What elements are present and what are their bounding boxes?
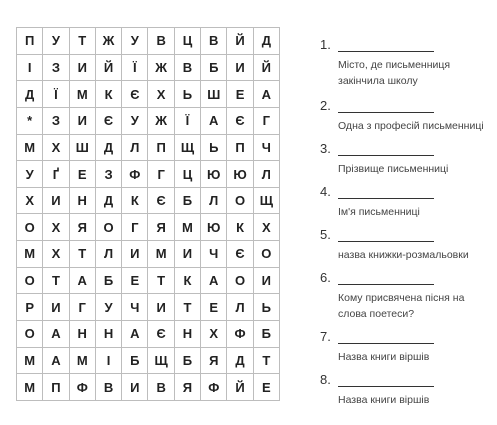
grid-cell[interactable]: О [227,268,253,295]
grid-cell[interactable]: Х [43,135,69,162]
grid-cell[interactable]: Е [201,294,227,321]
grid-cell[interactable]: Є [227,108,253,135]
grid-cell[interactable]: Є [122,81,148,108]
question-item [320,328,490,365]
answer-blank[interactable] [338,374,434,387]
grid-cell[interactable]: Щ [254,188,280,215]
question-text: Кому присвячена пісня на слова поетеси? [338,292,465,320]
grid-cell[interactable]: М [17,135,43,162]
grid-cell[interactable]: Б [175,348,201,375]
grid-cell[interactable]: В [96,374,122,401]
grid-cell[interactable]: Т [70,241,96,268]
grid-cell[interactable]: Т [43,268,69,295]
grid-cell[interactable]: Й [96,55,122,82]
question-answer-row [320,371,490,387]
grid-cell[interactable]: Ю [201,161,227,188]
grid-cell[interactable]: Д [96,135,122,162]
grid-cell[interactable]: Е [227,81,253,108]
question-number: 5. [320,227,331,242]
grid-cell[interactable]: И [254,268,280,295]
grid-cell[interactable]: Б [96,268,122,295]
grid-cell[interactable]: Є [96,108,122,135]
grid-cell[interactable]: К [122,188,148,215]
grid-cell[interactable]: Т [70,28,96,55]
grid-cell[interactable]: Є [148,188,174,215]
grid-cell[interactable]: О [96,214,122,241]
grid-cell[interactable]: Н [96,321,122,348]
grid-cell[interactable]: Г [148,161,174,188]
grid-cell[interactable]: А [43,321,69,348]
grid-cell[interactable]: Ш [201,81,227,108]
grid-cell[interactable]: Б [122,348,148,375]
question-text: Назва книги віршів [338,351,430,363]
grid-cell[interactable]: Т [254,348,280,375]
grid-cell[interactable]: Л [96,241,122,268]
grid-cell[interactable]: Ч [201,241,227,268]
answer-blank[interactable] [338,331,434,344]
grid-cell[interactable]: О [254,241,280,268]
grid-cell[interactable]: П [227,135,253,162]
grid-cell[interactable]: А [201,108,227,135]
grid-cell[interactable]: Д [17,81,43,108]
question-answer-row [320,97,490,113]
grid-cell[interactable]: И [122,374,148,401]
grid-cell[interactable]: Ф [227,321,253,348]
grid-cell[interactable]: К [175,268,201,295]
grid-cell[interactable]: Г [122,214,148,241]
grid-cell[interactable]: Ц [175,161,201,188]
grid-cell[interactable]: У [17,161,43,188]
question-number: 3. [320,141,331,156]
grid-cell[interactable]: М [17,348,43,375]
grid-cell[interactable]: Я [201,348,227,375]
grid-cell[interactable]: Й [227,28,253,55]
question-text: назва книжки-розмальовки [338,249,469,261]
grid-cell[interactable]: І [96,348,122,375]
grid-cell[interactable]: Х [43,214,69,241]
grid-cell[interactable]: Е [122,268,148,295]
answer-blank[interactable] [338,272,434,285]
grid-cell[interactable]: И [70,55,96,82]
grid-cell[interactable]: П [43,374,69,401]
question-text: Прізвище письменниці [338,163,449,175]
grid-cell[interactable]: Ж [148,108,174,135]
grid-cell[interactable]: И [70,108,96,135]
word-search-grid [16,27,280,401]
grid-cell[interactable]: Ч [254,135,280,162]
grid-cell[interactable]: А [254,81,280,108]
grid-cell[interactable]: Е [70,161,96,188]
grid-cell[interactable]: Ю [227,161,253,188]
question-text: Одна з професій письменниці [338,120,484,132]
grid-cell[interactable]: Г [70,294,96,321]
grid-cell[interactable]: Д [254,28,280,55]
grid-cell[interactable]: А [43,348,69,375]
grid-cell[interactable]: Т [175,294,201,321]
grid-cell[interactable]: А [201,268,227,295]
grid-cell[interactable]: Х [201,321,227,348]
question-item [320,36,490,89]
grid-cell[interactable]: Ф [70,374,96,401]
grid-cell[interactable]: Ь [254,294,280,321]
question-item [320,140,490,177]
grid-cell[interactable]: Ш [70,135,96,162]
grid-cell[interactable]: И [227,55,253,82]
grid-cell[interactable]: М [175,214,201,241]
grid-cell[interactable]: Ф [201,374,227,401]
grid-cell[interactable]: В [201,28,227,55]
grid-cell[interactable]: Й [227,374,253,401]
grid-cell[interactable]: Є [148,321,174,348]
grid-cell[interactable]: И [175,241,201,268]
grid-cell[interactable]: М [17,241,43,268]
question-text: Назва книги віршів [338,394,430,406]
grid-cell[interactable]: Ї [43,81,69,108]
grid-cell[interactable]: Ь [175,81,201,108]
grid-cell[interactable]: Щ [175,135,201,162]
answer-blank[interactable] [338,229,434,242]
grid-cell[interactable]: Ц [175,28,201,55]
grid-cell[interactable]: Г [254,108,280,135]
grid-cell[interactable]: Е [254,374,280,401]
grid-cell[interactable]: А [122,321,148,348]
grid-cell[interactable]: П [17,28,43,55]
question-answer-row [320,36,490,52]
grid-cell[interactable]: К [96,81,122,108]
question-item [320,226,490,263]
grid-cell[interactable]: А [70,268,96,295]
question-text: Ім'я письменниці [338,206,420,218]
grid-cell[interactable]: У [43,28,69,55]
question-number: 2. [320,98,331,113]
grid-cell[interactable]: Б [175,188,201,215]
grid-cell[interactable]: І [17,55,43,82]
grid-cell[interactable]: И [122,241,148,268]
grid-cell[interactable]: Х [148,81,174,108]
grid-cell[interactable]: Б [201,55,227,82]
grid-cell[interactable]: Я [70,214,96,241]
question-item [320,97,490,134]
grid-cell[interactable]: Р [17,294,43,321]
question-number: 1. [320,37,331,52]
grid-cell[interactable]: Ж [96,28,122,55]
grid-cell[interactable]: И [43,294,69,321]
grid-cell[interactable]: Ч [122,294,148,321]
grid-cell[interactable]: У [122,28,148,55]
question-answer-row [320,183,490,199]
grid-cell[interactable]: М [148,241,174,268]
grid-cell[interactable]: М [70,348,96,375]
grid-cell[interactable]: З [43,55,69,82]
grid-cell[interactable]: В [175,55,201,82]
grid-cell[interactable]: О [17,321,43,348]
question-item [320,269,490,322]
grid-cell[interactable]: Я [175,374,201,401]
grid-cell[interactable]: Л [201,188,227,215]
grid-cell[interactable]: О [17,268,43,295]
grid-cell[interactable]: Х [43,241,69,268]
answer-blank[interactable] [338,143,434,156]
question-number: 4. [320,184,331,199]
grid-cell[interactable]: Ї [122,55,148,82]
question-number: 8. [320,372,331,387]
grid-cell[interactable]: Д [227,348,253,375]
grid-cell[interactable]: Ф [122,161,148,188]
question-number: 7. [320,329,331,344]
grid-cell[interactable]: И [148,294,174,321]
question-answer-row [320,140,490,156]
grid-cell[interactable]: Н [70,188,96,215]
grid-cell[interactable]: Л [254,161,280,188]
grid-cell[interactable]: Ї [175,108,201,135]
grid-cell[interactable]: О [227,188,253,215]
question-item [320,183,490,220]
grid-cell[interactable]: З [43,108,69,135]
grid-cell[interactable]: К [227,214,253,241]
grid-cell[interactable]: В [148,28,174,55]
grid-cell[interactable]: З [96,161,122,188]
grid-cell[interactable]: Л [122,135,148,162]
answer-blank[interactable] [338,39,434,52]
grid-cell[interactable]: М [70,81,96,108]
answer-blank[interactable] [338,186,434,199]
grid-cell[interactable]: В [148,374,174,401]
grid-cell[interactable]: М [17,374,43,401]
grid-cell[interactable]: Й [254,55,280,82]
grid-cell[interactable]: * [17,108,43,135]
grid-cell[interactable]: И [43,188,69,215]
grid-cell[interactable]: Н [70,321,96,348]
grid-cell[interactable]: У [122,108,148,135]
grid-cell[interactable]: Щ [148,348,174,375]
question-text: Місто, де письменниця закінчила школу [338,59,451,87]
grid-cell[interactable]: О [17,214,43,241]
question-answer-row [320,328,490,344]
question-number: 6. [320,270,331,285]
grid-cell[interactable]: Є [227,241,253,268]
question-answer-row [320,269,490,285]
grid-cell[interactable]: Ґ [43,161,69,188]
question-answer-row [320,226,490,242]
grid-cell[interactable]: Ь [201,135,227,162]
grid-cell[interactable]: Б [254,321,280,348]
answer-blank[interactable] [338,100,434,113]
grid-cell[interactable]: Х [17,188,43,215]
grid-cell[interactable]: Я [148,214,174,241]
grid-cell[interactable]: Ж [148,55,174,82]
grid-cell[interactable]: У [96,294,122,321]
grid-cell[interactable]: Д [96,188,122,215]
grid-cell[interactable]: Л [227,294,253,321]
grid-cell[interactable]: Ю [201,214,227,241]
grid-cell[interactable]: Н [175,321,201,348]
question-item [320,371,490,408]
grid-cell[interactable]: П [148,135,174,162]
grid-cell[interactable]: Т [148,268,174,295]
grid-cell[interactable]: Х [254,214,280,241]
